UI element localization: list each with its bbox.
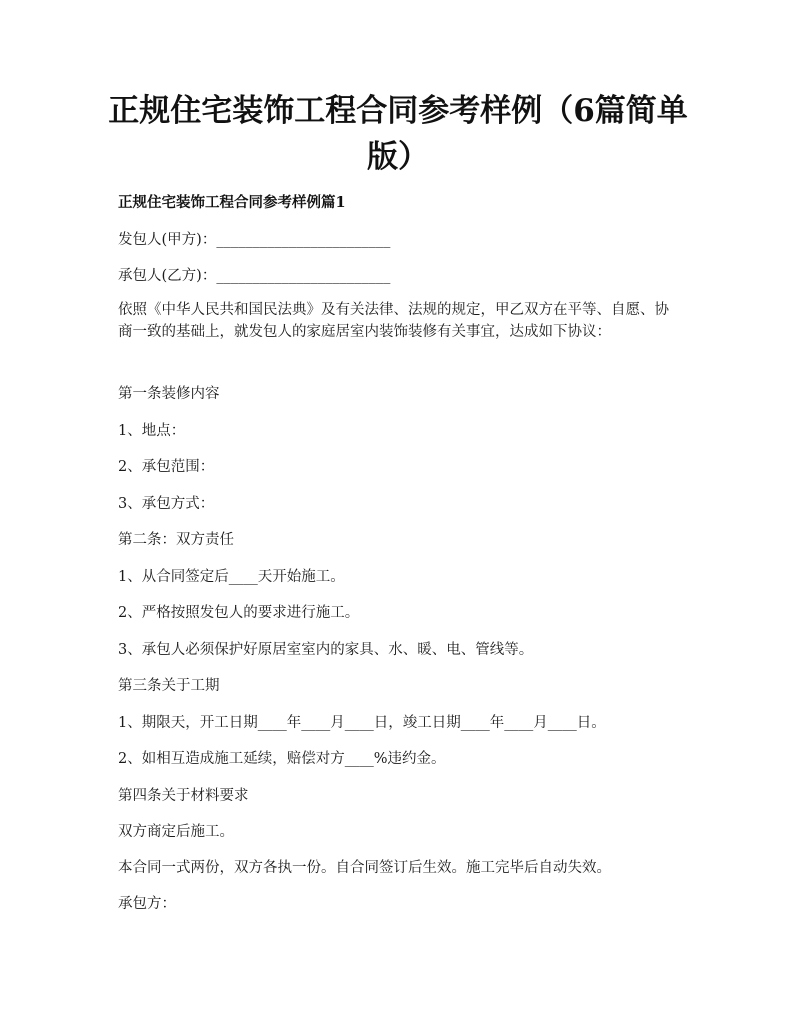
document-title: 正规住宅装饰工程合同参考样例（6篇简单版） — [108, 93, 688, 175]
copies-clause: 本合同一式两份，双方各执一份。自合同签订后生效。施工完毕后自动失效。 — [118, 860, 611, 876]
article-2-item-1: 1、从合同签定后____天开始施工。 — [118, 569, 345, 585]
party-b-line: 承包人(乙方)：________________________ — [118, 268, 391, 284]
article-1-item-1: 1、地点： — [118, 423, 186, 439]
article-1-heading: 第一条装修内容 — [118, 386, 220, 402]
article-4-heading: 第四条关于材料要求 — [118, 788, 249, 804]
section-heading: 正规住宅装饰工程合同参考样例篇1 — [118, 194, 346, 211]
article-4-body: 双方商定后施工。 — [118, 824, 234, 840]
article-2-item-2: 2、严格按照发包人的要求进行施工。 — [118, 605, 360, 621]
article-3-item-2: 2、如相互造成施工延续，赔偿对方____%违约金。 — [118, 751, 446, 767]
article-2-item-3: 3、承包人必须保护好原居室室内的家具、水、暖、电、管线等。 — [118, 642, 534, 658]
party-a-line: 发包人(甲方)：________________________ — [118, 232, 391, 248]
article-1-item-3: 3、承包方式： — [118, 496, 215, 512]
article-3-item-1: 1、期限天，开工日期____年____月____日，竣工日期____年____月____日。 — [118, 715, 606, 731]
preamble-paragraph: 依照《中华人民共和国民法典》及有关法律、法规的规定，甲乙双方在平等、自愿、协商一致的基础上，就发包人的家庭居室内装饰装修有关事宜，达成如下协议： — [118, 302, 669, 340]
article-3-heading: 第三条关于工期 — [118, 678, 220, 694]
article-1-item-2: 2、承包范围： — [118, 459, 215, 475]
contractor-signature-line: 承包方： — [118, 896, 176, 912]
article-2-heading: 第二条：双方责任 — [118, 532, 234, 548]
